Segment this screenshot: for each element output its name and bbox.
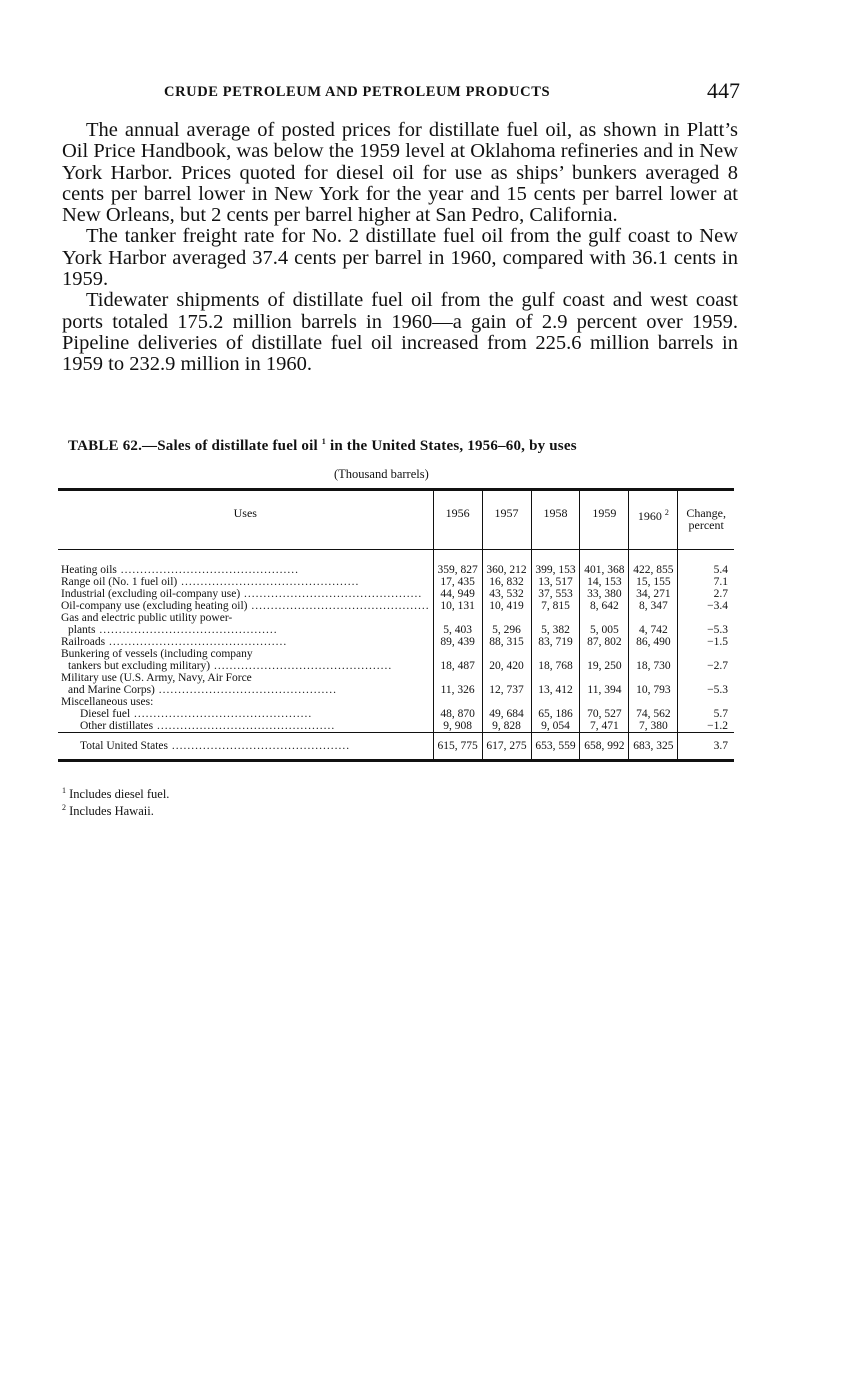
table-row: Railroads ..... 89, 439 88, 315 83, 719 87, 802 86, 490 −1.5: [58, 636, 734, 648]
table-total-row: Total United States ..... 615, 775 617, 275 653, 559 658, 992 683, 325 3.7: [58, 733, 734, 761]
table-header-row: [58, 490, 734, 550]
body-text: [62, 120, 738, 376]
paragraph: The tanker freight rate for No. 2 distillate fuel oil from the gulf coast to New York Harbor averaged 37.4 cents per barrel in 1960, compared with 36.1 cents in 1959.: [62, 225, 738, 291]
page-number: 447: [707, 78, 740, 103]
table-row: Range oil (No. 1 fuel oil) ..... 17, 435 16, 832 13, 517 14, 153 15, 155 7.1: [58, 576, 734, 588]
table-row: Other distillates ..... 9, 908 9, 828 9, 054 7, 471 7, 380 −1.2: [58, 720, 734, 733]
footnotes: [62, 784, 169, 818]
table-units: (Thousand barrels): [334, 467, 429, 481]
col-header-1960: 1960 $^2$: [629, 490, 678, 550]
table-row-continuation: Bunkering of vessels (including company: [58, 648, 734, 660]
col-header-1957: 1957: [482, 490, 531, 550]
footnote: $^1$ Includes diesel fuel.: [62, 786, 170, 802]
table-caption: TABLE 62.—Sales of distillate fuel oil $^1$ in the United States, 1956–60, by uses: [68, 437, 577, 454]
running-title: CRUDE PETROLEUM AND PETROLEUM PRODUCTS: [164, 84, 551, 100]
paragraph: Tidewater shipments of distillate fuel oil from the gulf coast and west coast ports totaled 175.2 million barrels in 1960—a gain of 2.9 percent over 1959. Pipeline deliveries of distillate fuel oil increased from 225.6 million barrels in 1959 to 232.9 million in 1960.: [62, 289, 738, 376]
table-row-continuation: Gas and electric public utility power-: [58, 612, 734, 624]
footnote-ref: 2: [664, 508, 669, 517]
paragraph: The annual average of posted prices for distillate fuel oil, as shown in Platt’s Oil Price Handbook, was below the 1959 level at Oklahoma refineries and in New York Harbor. Prices quoted for diesel oil for use as ships’ bunkers averaged 8 cents per barrel lower in New York for the year and 15 cents per barrel lower at New Orleans, but 2 cents per barrel higher at San Pedro, California.: [62, 119, 738, 227]
table-row: and Marine Corps) ..... 11, 326 12, 737 13, 412 11, 394 10, 793 −5.3: [58, 684, 734, 696]
table-row: Industrial (excluding oil-company use) ..... 44, 949 43, 532 37, 553 33, 380 34, 271 2.7: [58, 588, 734, 600]
table-row-continuation: Military use (U.S. Army, Navy, Air Force: [58, 672, 734, 684]
table-row: tankers but excluding military) ..... 18, 487 20, 420 18, 768 19, 250 18, 730 −2.7: [58, 660, 734, 672]
col-header-uses: Uses: [58, 490, 433, 550]
footnote-ref: 1: [321, 437, 326, 446]
table-row: Heating oils ..... 359, 827 360, 212 399, 153 401, 368 422, 855 5.4: [58, 564, 734, 576]
table-row: Diesel fuel ..... 48, 870 49, 684 65, 186 70, 527 74, 562 5.7: [58, 708, 734, 720]
col-header-1956: 1956: [433, 490, 482, 550]
sales-table: [58, 488, 734, 762]
table-row: Oil-company use (excluding heating oil) ..... 10, 131 10, 419 7, 815 8, 642 8, 347 −3.4: [58, 600, 734, 612]
footnote: $^2$ Includes Hawaii.: [62, 803, 154, 819]
col-header-change: Change, percent: [678, 490, 734, 550]
running-header: [160, 78, 740, 106]
table-row: plants ..... 5, 403 5, 296 5, 382 5, 005 4, 742 −5.3: [58, 624, 734, 636]
col-header-1958: 1958: [531, 490, 580, 550]
table-row-group-label: Miscellaneous uses:: [58, 696, 734, 708]
col-header-1959: 1959: [580, 490, 629, 550]
